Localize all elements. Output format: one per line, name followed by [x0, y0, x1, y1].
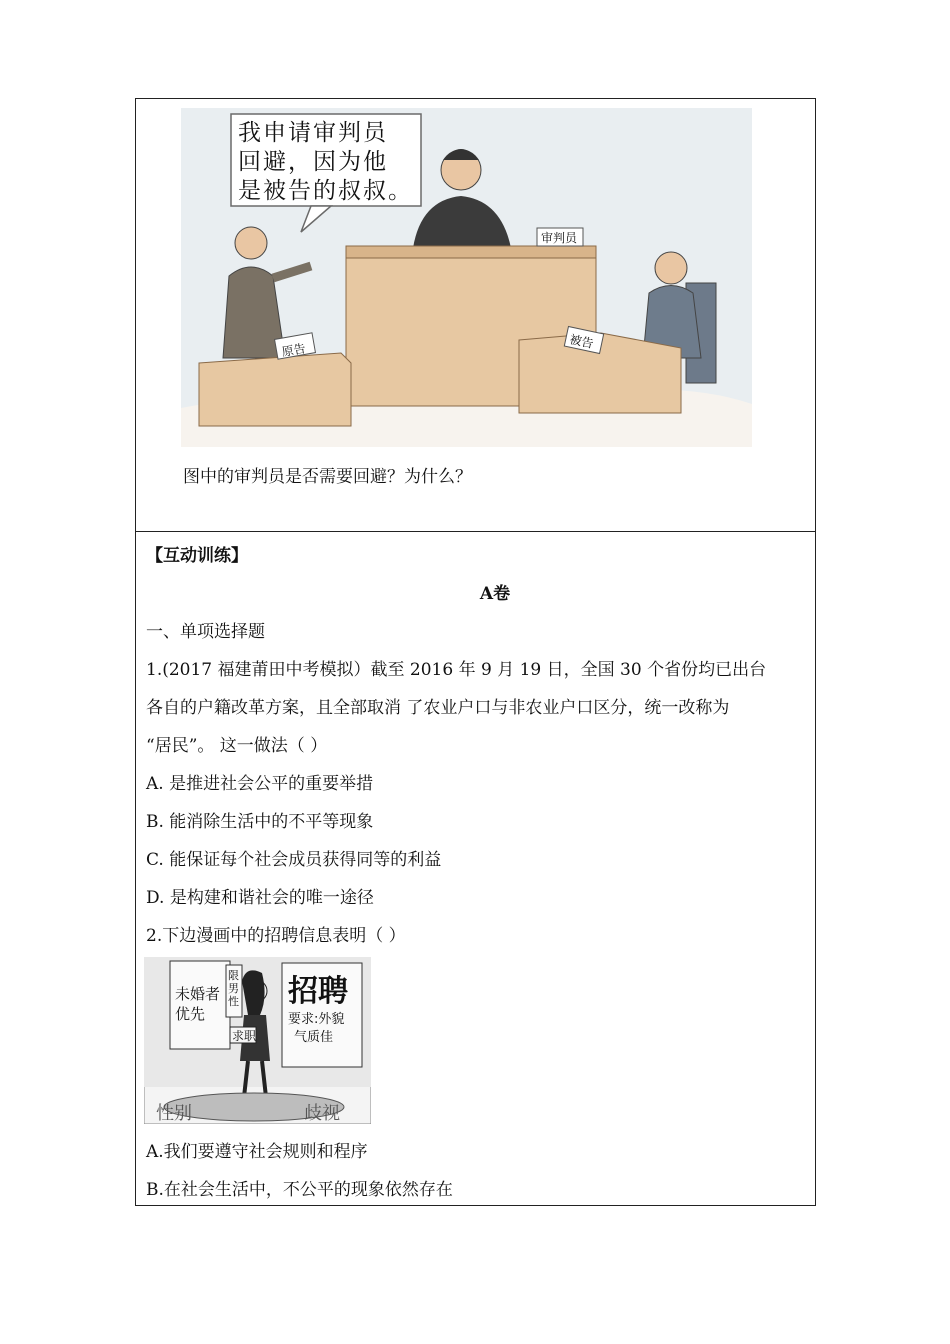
recruitment-comic	[144, 957, 371, 1124]
question-1-line-3: “居民”。 这一做法（ ）	[146, 736, 328, 756]
question-1-option-c: C. 能保证每个社会成员获得同等的利益	[146, 850, 442, 870]
courtroom-illustration	[181, 108, 752, 447]
question-2-option-b: B.在社会生活中，不公平的现象依然存在	[146, 1180, 453, 1200]
comic-sign-left-2: 优先	[175, 1005, 206, 1023]
comic-sign-middle-3: 性	[228, 995, 239, 1008]
question-1-line-2: 各自的户籍改革方案，且全部取消 了农业户口与非农业户口区分，统一改称为	[146, 698, 730, 718]
comic-sign-right-body-1: 要求:外貌	[288, 1012, 345, 1027]
comic-sign-middle-2: 男	[228, 982, 239, 995]
speech-line-2: 回避，因为他	[238, 149, 388, 175]
defendant-sign: 被告	[568, 332, 595, 351]
figure-caption: 图中的审判员是否需要回避？为什么？	[183, 467, 472, 487]
question-1-option-a: A. 是推进社会公平的重要举措	[146, 774, 374, 794]
question-1-option-b: B. 能消除生活中的不平等现象	[146, 812, 374, 832]
comic-bag-label: 求职	[232, 1029, 257, 1043]
question-1-line-1: 1.(2017 福建莆田中考模拟）截至 2016 年 9 月 19 日，全国 30 个省份均已出台	[146, 660, 767, 680]
volume-title: A卷	[479, 584, 511, 604]
comic-ground-left: 性别	[156, 1103, 192, 1124]
comic-sign-right-body-2: 气质佳	[294, 1030, 334, 1045]
part-title: 一、单项选择题	[146, 622, 265, 642]
plaintiff-sign: 原告	[280, 341, 307, 360]
section-title: 【互动训练】	[146, 546, 248, 566]
question-2-option-a: A.我们要遵守社会规则和程序	[146, 1142, 368, 1162]
comic-sign-left-1: 未婚者	[175, 985, 221, 1003]
speech-line-3: 是被告的叔叔。	[238, 178, 413, 204]
speech-line-1: 我申请审判员	[238, 120, 388, 146]
question-1-option-d: D. 是构建和谐社会的唯一途径	[146, 888, 374, 908]
comic-ground-right: 歧视	[304, 1103, 340, 1124]
comic-sign-middle-1: 限	[228, 969, 239, 982]
question-2-stem: 2.下边漫画中的招聘信息表明（ ）	[146, 926, 406, 946]
table-divider	[135, 531, 816, 532]
comic-sign-right-title: 招聘	[288, 974, 348, 1009]
judge-sign: 审判员	[541, 231, 578, 245]
